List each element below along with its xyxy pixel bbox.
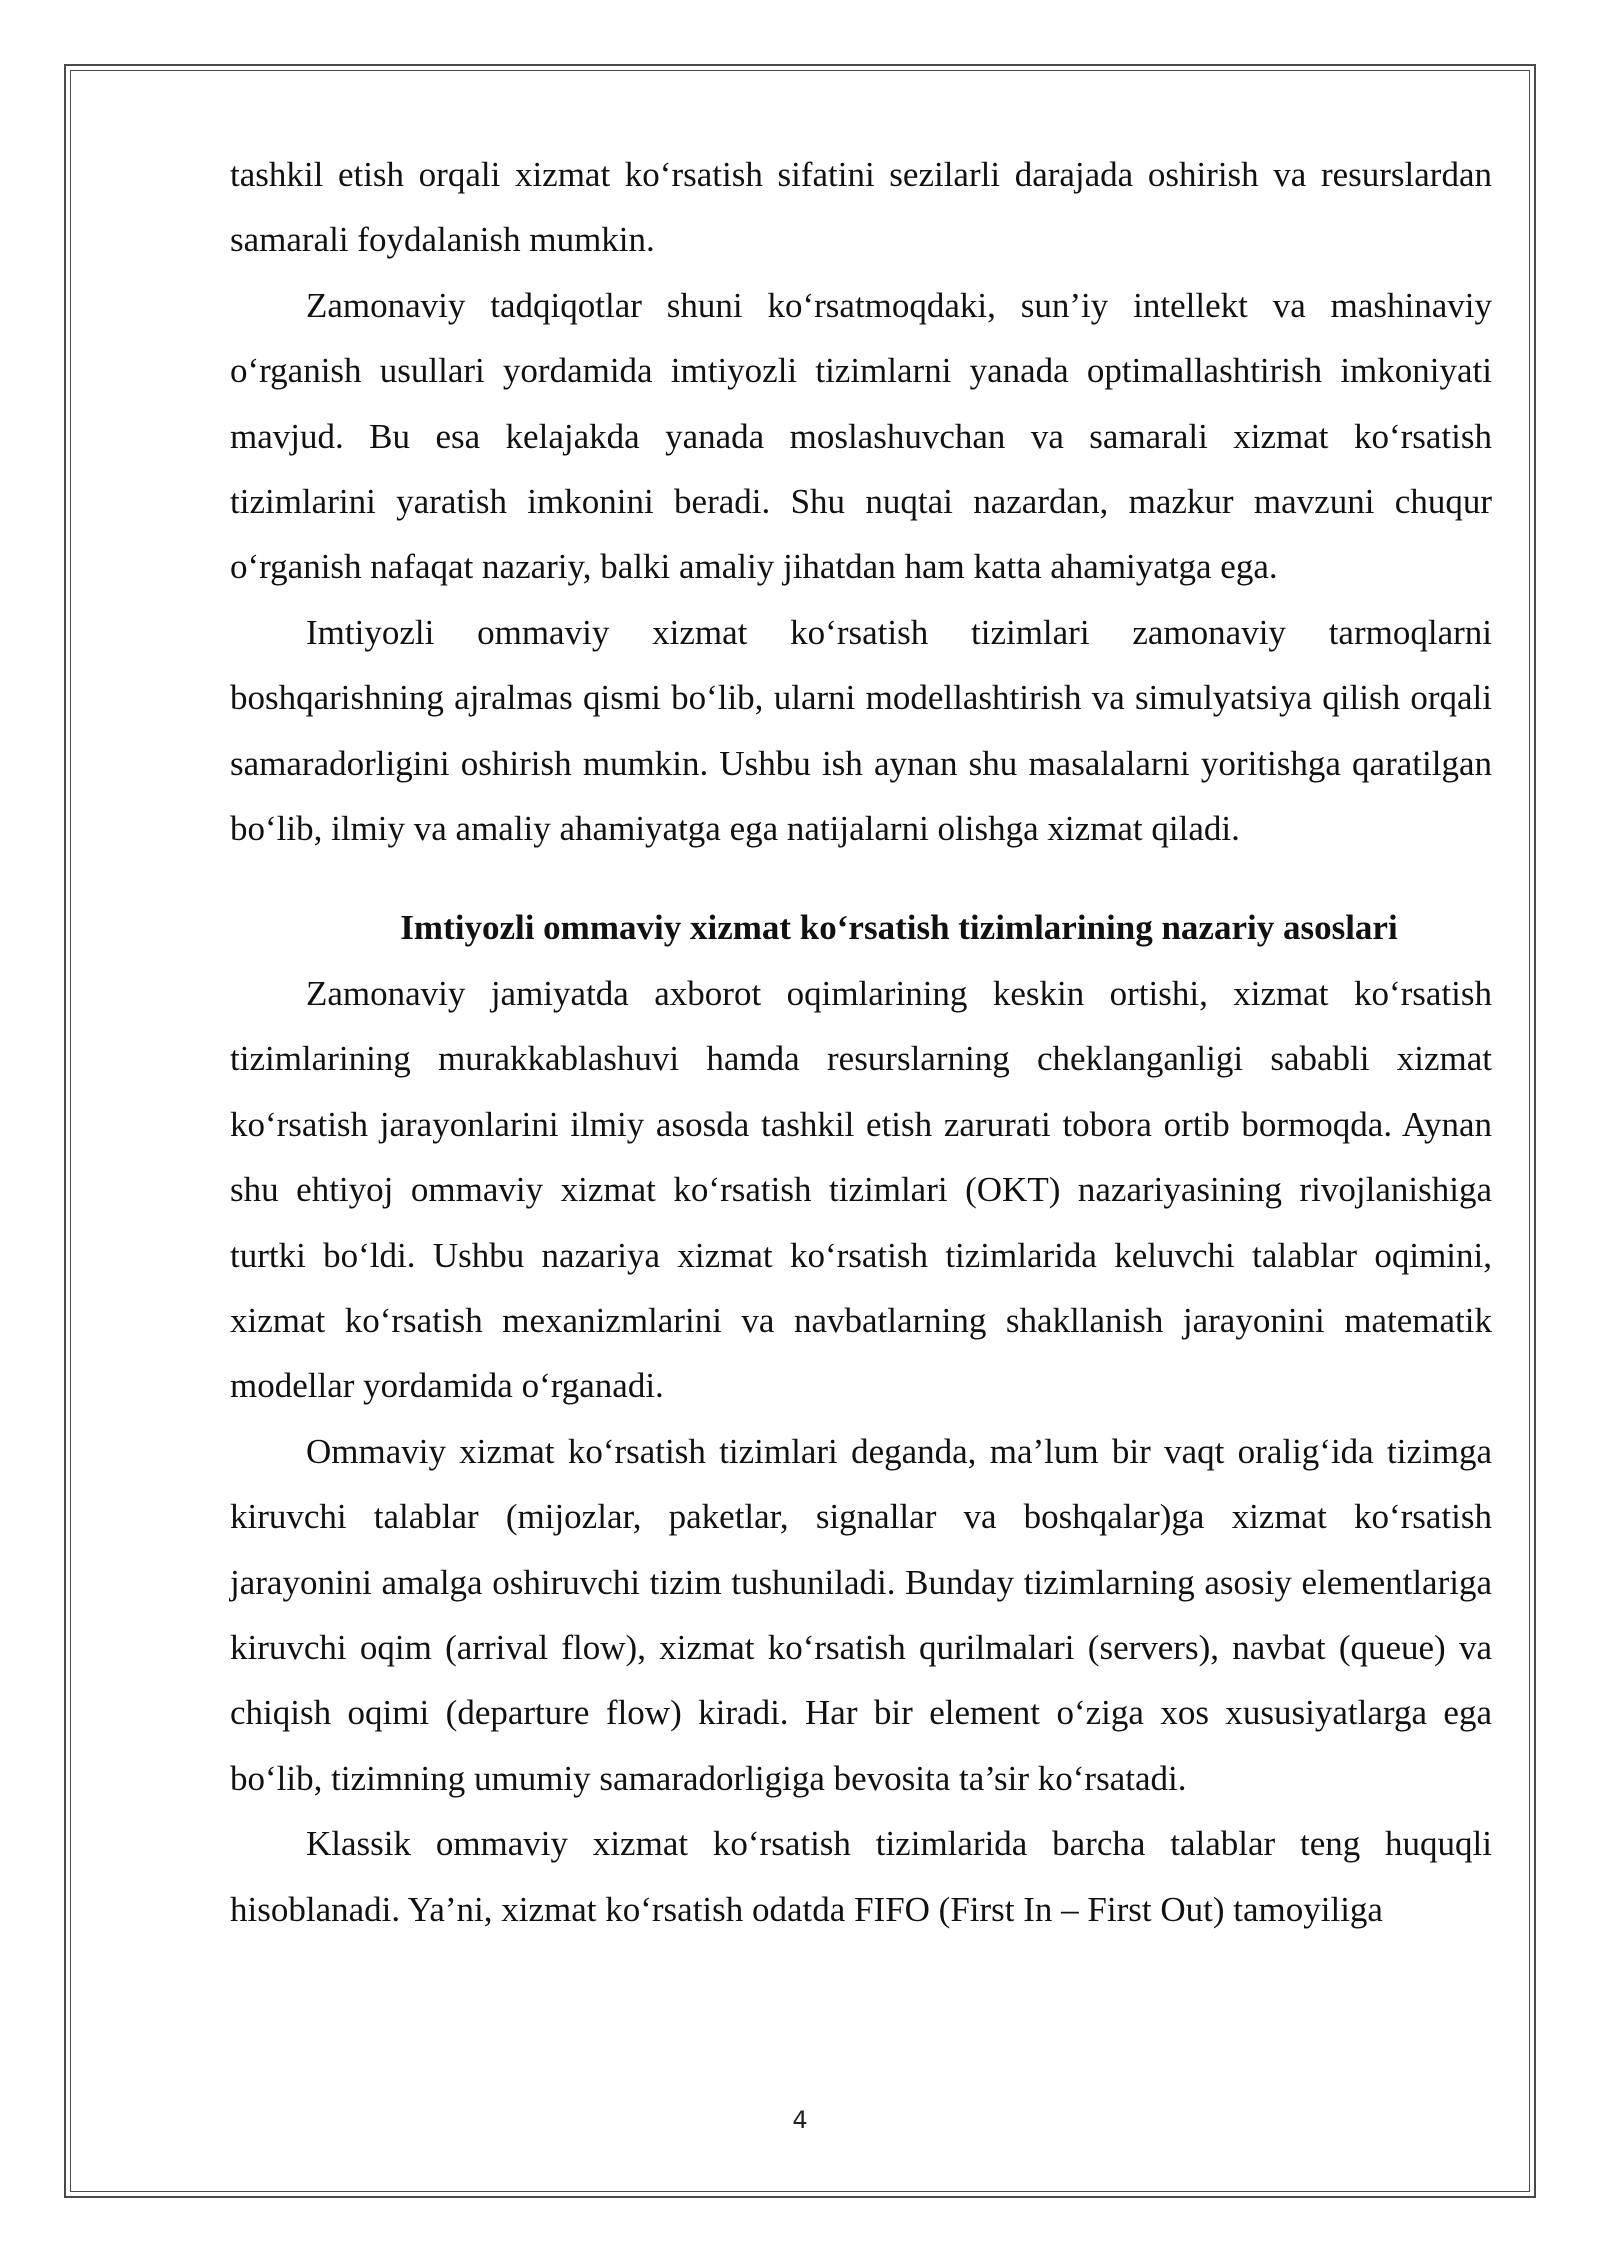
page-number: 4 (792, 2106, 808, 2134)
paragraph-information-flows: Zamonaviy jamiyatda axborot oqimlarining keskin ortishi, xizmat ko‘rsatish tizimlarining murakkablashuvi hamda resurslarning cheklanganligi sababli xizmat ko‘rsatish jarayonlarini ilmiy asosda tashkil etish zarurati tobora ortib bormoqda. Aynan shu ehtiyoj ommaviy xizmat ko‘rsatish tizimlari (OKT) nazariyasining rivojlanishiga turtki bo‘ldi. Ushbu nazariya xizmat ko‘rsatish tizimlarida keluvchi talablar oqimini, xizmat ko‘rsatish mexanizmlarini va navbatlarning shakllanish jarayonini matematik modellar yordamida o‘rganadi. (230, 973, 1492, 1406)
page-content (230, 142, 1492, 1942)
section-heading: Imtiyozli ommaviy xizmat ko‘rsatish tizimlarining nazariy asoslari (400, 908, 1398, 948)
paragraph-queueing-definition: Ommaviy xizmat ko‘rsatish tizimlari deganda, ma’lum bir vaqt oralig‘ida tizimga kiruvchi talablar (mijozlar, paketlar, signallar va boshqalar)ga xizmat ko‘rsatish jarayonini amalga oshiruvchi tizim tushuniladi. Bunday tizimlarning asosiy elementlariga kiruvchi oqim (arrival flow), xizmat ko‘rsatish qurilmalari (servers), navbat (queue) va chiqish oqimi (departure flow) kiradi. Har bir element o‘ziga xos xususiyatlarga ega bo‘lib, tizimning umumiy samaradorligiga bevosita ta’sir ko‘rsatadi. (230, 1431, 1492, 1798)
paragraph-classic-systems: Klassik ommaviy xizmat ko‘rsatish tizimlarida barcha talablar teng huquqli hisoblanadi. Ya’ni, xizmat ko‘rsatish odatda FIFO (First In – First Out) tamoyiliga (230, 1824, 1492, 1929)
paragraph-priority-systems: Imtiyozli ommaviy xizmat ko‘rsatish tizimlari zamonaviy tarmoqlarni boshqarishning ajralmas qismi bo‘lib, ularni modellashtirish va simulyatsiya qilish orqali samaradorligini oshirish mumkin. Ushbu ish aynan shu masalalarni yoritishga qaratilgan bo‘lib, ilmiy va amaliy ahamiyatga ega natijalarni olishga xizmat qiladi. (230, 612, 1492, 849)
paragraph-modern-research: Zamonaviy tadqiqotlar shuni ko‘rsatmoqdaki, sun’iy intellekt va mashinaviy o‘rganish usullari yordamida imtiyozli tizimlarni yanada optimallashtirish imkoniyati mavjud. Bu esa kelajakda yanada moslashuvchan va samarali xizmat ko‘rsatish tizimlarini yaratish imkonini beradi. Shu nuqtai nazardan, mazkur mavzuni chuqur o‘rganish nafaqat nazariy, balki amaliy jihatdan ham katta ahamiyatga ega. (230, 285, 1492, 587)
paragraph-continuation: tashkil etish orqali xizmat ko‘rsatish sifatini sezilarli darajada oshirish va resurslardan samarali foydalanish mumkin. (230, 155, 1492, 260)
